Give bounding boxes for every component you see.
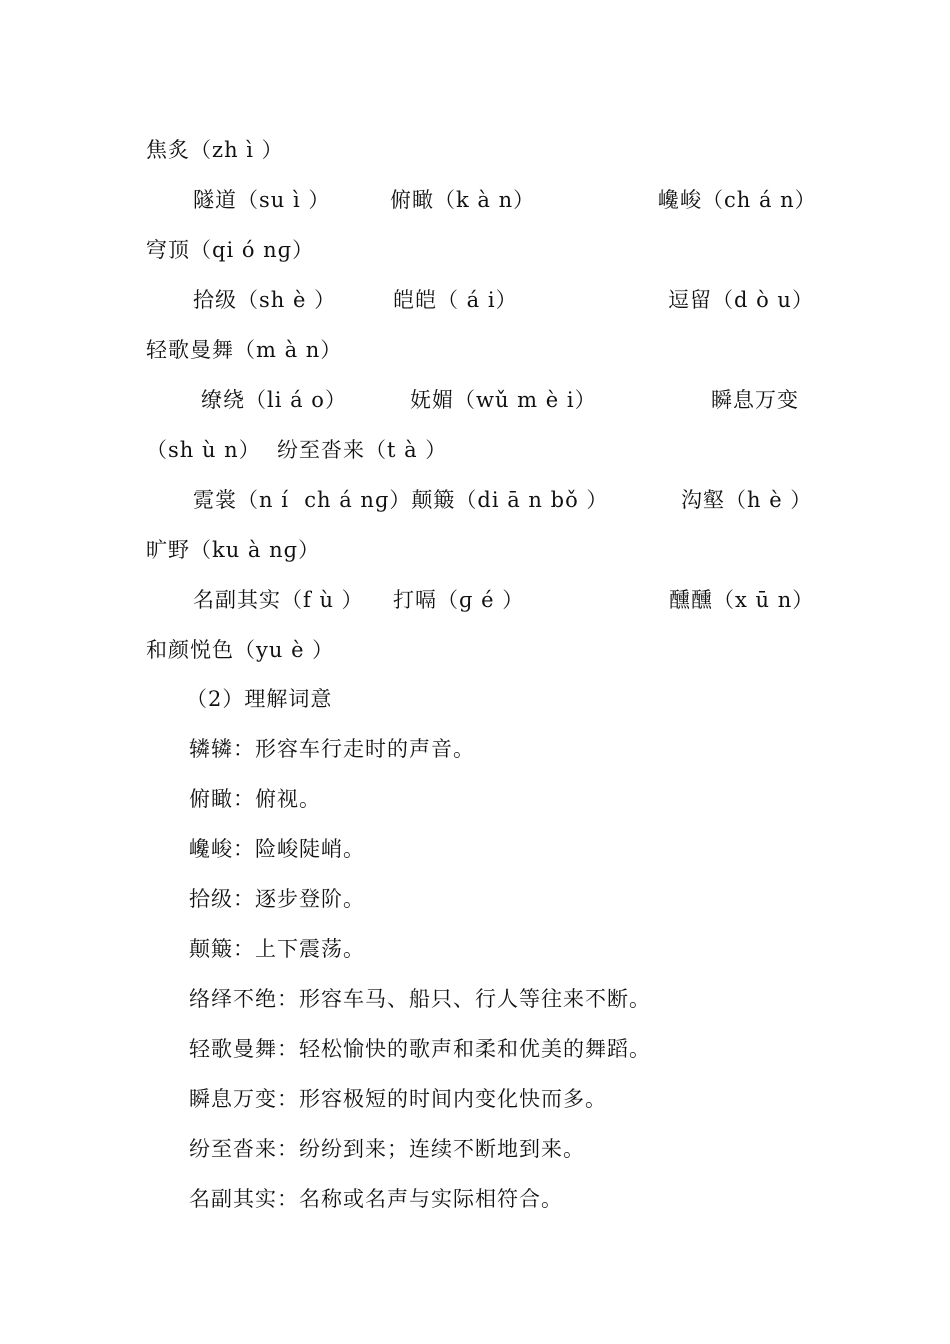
definition-item: 拾级：逐步登阶。 xyxy=(189,887,365,911)
pinyin-entry: 皑皑（ á i） xyxy=(393,288,518,312)
pinyin-entry: 醺醺（x ū n） xyxy=(669,588,815,612)
pinyin-entry: 穹顶（qi ó nɡ） xyxy=(146,238,315,262)
pinyin-entry: （sh ù n） xyxy=(146,438,261,462)
definition-item: 辚辚：形容车行走时的声音。 xyxy=(189,737,475,761)
definition-item: 纷至沓来：纷纷到来；连续不断地到来。 xyxy=(189,1137,585,1161)
definition-item: 颠簸：上下震荡。 xyxy=(189,937,365,961)
pinyin-entry: 旷野（ku à nɡ） xyxy=(146,538,321,562)
pinyin-entry: 沟壑（h è ） xyxy=(681,488,813,512)
pinyin-entry: 名副其实（f ù ） xyxy=(193,588,364,612)
definition-item: 轻歌曼舞：轻松愉快的歌声和柔和优美的舞蹈。 xyxy=(189,1037,651,1061)
definition-item: 俯瞰：俯视。 xyxy=(189,787,321,811)
definition-item: 瞬息万变：形容极短的时间内变化快而多。 xyxy=(189,1087,607,1111)
pinyin-entry: 俯瞰（k à n） xyxy=(390,188,536,212)
pinyin-entry: 巉峻（ch á n） xyxy=(658,188,817,212)
pinyin-entry: 拾级（sh è ） xyxy=(193,288,337,312)
pinyin-entry: 隧道（su ì ） xyxy=(193,188,331,212)
pinyin-entry: 轻歌曼舞（m à n） xyxy=(146,338,343,362)
pinyin-entry: 妩媚（wǔ m è i） xyxy=(410,388,597,412)
pinyin-entry: 纷至沓来（t à ） xyxy=(277,438,448,462)
pinyin-entry: 霓裳（n í ch á nɡ）颠簸（di ā n bǒ ） xyxy=(193,488,609,512)
pinyin-entry: 缭绕（li á o） xyxy=(201,388,347,412)
pinyin-entry: 焦炙（zh ì ） xyxy=(146,138,284,162)
definition-item: 名副其实：名称或名声与实际相符合。 xyxy=(189,1187,563,1211)
definition-item: 络绎不绝：形容车马、船只、行人等往来不断。 xyxy=(189,987,651,1011)
section-heading: （2）理解词意 xyxy=(186,687,333,711)
pinyin-entry: 和颜悦色（yu è ） xyxy=(146,638,335,662)
pinyin-entry: 瞬息万变 xyxy=(711,388,799,412)
pinyin-entry: 打嗝（ɡ é ） xyxy=(393,588,525,612)
definition-item: 巉峻：险峻陡峭。 xyxy=(189,837,365,861)
pinyin-entry: 逗留（d ò u） xyxy=(668,288,814,312)
